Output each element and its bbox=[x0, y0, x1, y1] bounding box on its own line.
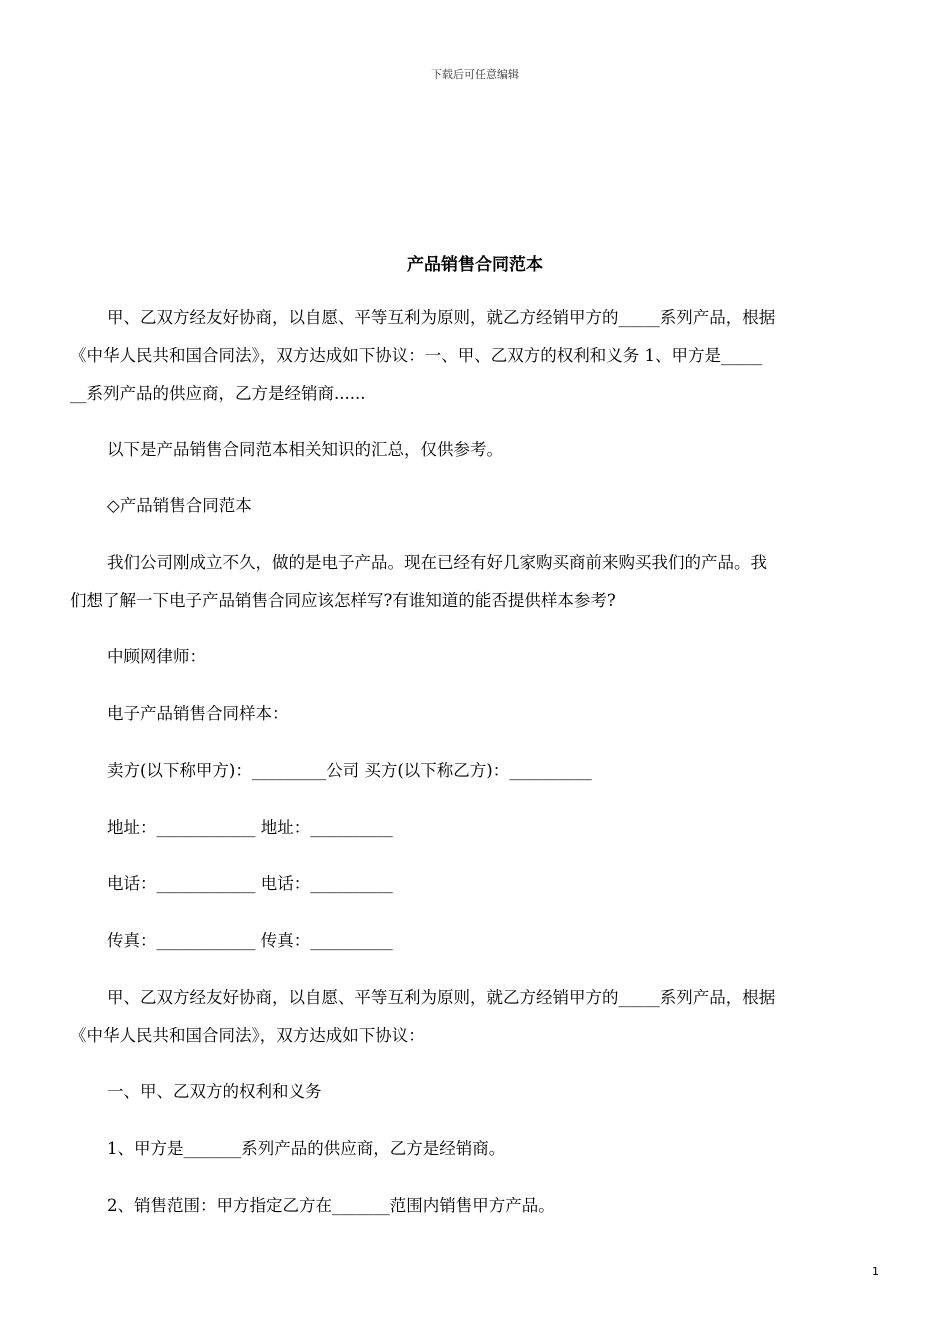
paragraph-line: 我们公司刚成立不久，做的是电子产品。现在已经有好几家购买商前来购买我们的产品。我 bbox=[107, 553, 767, 572]
document-title: 产品销售合同范本 bbox=[407, 255, 543, 275]
paragraph-line: 中顾网律师： bbox=[107, 647, 206, 666]
paragraph-line: 《中华人民共和国合同法》，双方达成如下协议： bbox=[70, 1026, 425, 1045]
clause-line: 1、甲方是_______系列产品的供应商，乙方是经销商。 bbox=[107, 1139, 506, 1158]
paragraph-line: 以下是产品销售合同范本相关知识的汇总，仅供参考。 bbox=[107, 440, 503, 459]
paragraph-line: 甲、乙双方经友好协商，以自愿、平等互利为原则，就乙方经销甲方的_____系列产品，根据 bbox=[107, 308, 776, 327]
page-number: 1 bbox=[872, 1265, 879, 1278]
section-heading: 一、甲、乙双方的权利和义务 bbox=[107, 1082, 322, 1101]
form-line-fax: 传真：____________ 传真：__________ bbox=[107, 931, 393, 950]
clause-line: 2、销售范围：甲方指定乙方在_______范围内销售甲方产品。 bbox=[107, 1196, 555, 1215]
paragraph-line: 《中华人民共和国合同法》，双方达成如下协议：一、甲、乙双方的权利和义务 1、甲方是_____ bbox=[70, 346, 763, 365]
form-line-address: 地址：____________ 地址：__________ bbox=[107, 818, 393, 837]
paragraph-line: 甲、乙双方经友好协商，以自愿、平等互利为原则，就乙方经销甲方的_____系列产品，根据 bbox=[107, 988, 776, 1007]
paragraph-line: __系列产品的供应商，乙方是经销商...... bbox=[70, 384, 366, 403]
paragraph-line: 电子产品销售合同样本： bbox=[107, 704, 289, 723]
form-line-phone: 电话：____________ 电话：__________ bbox=[107, 874, 393, 893]
page-header: 下载后可任意编辑 bbox=[431, 68, 519, 81]
paragraph-line: ◇产品销售合同范本 bbox=[107, 496, 252, 515]
paragraph-line: 们想了解一下电子产品销售合同应该怎样写?有谁知道的能否提供样本参考? bbox=[70, 591, 616, 610]
form-line-parties: 卖方(以下称甲方)：_________公司 买方(以下称乙方)：__________ bbox=[107, 761, 592, 780]
